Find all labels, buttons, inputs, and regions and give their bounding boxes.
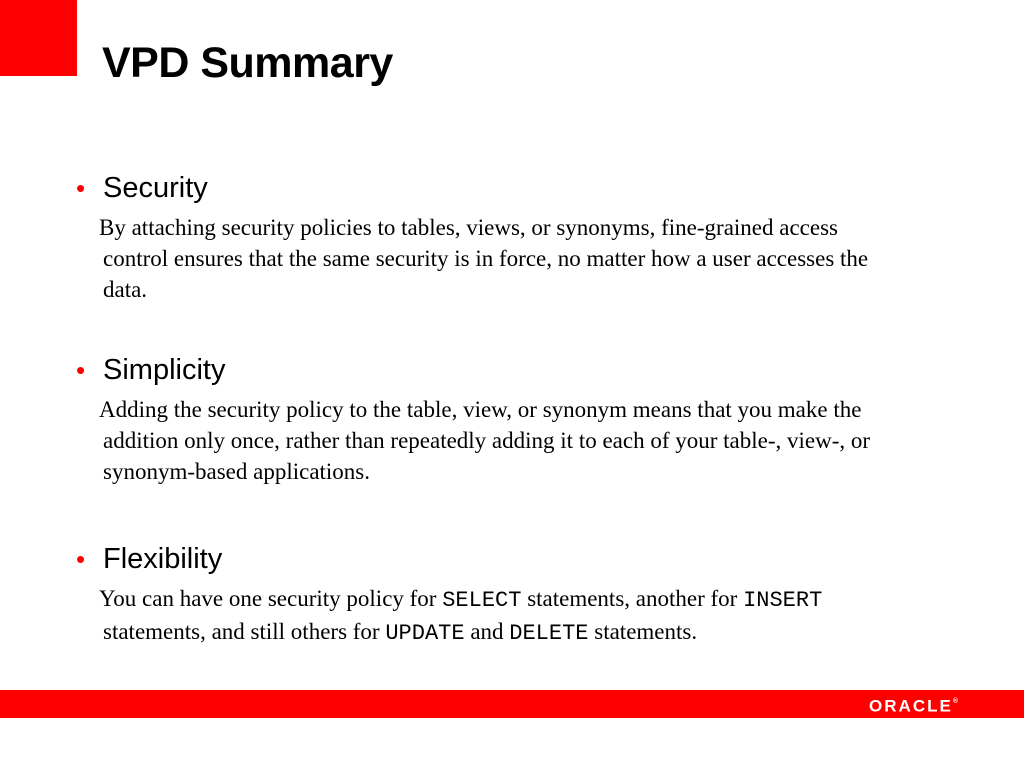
code-keyword-update: UPDATE xyxy=(385,621,465,646)
bullet-body-text: Adding the security policy to the table, view, or synonym means that you make the addition only once, rather than repeatedly adding it to each of your table-, view-, or synonym-based applications. xyxy=(99,397,871,484)
logo-text: ORACLE xyxy=(869,696,953,716)
bullet-body-text xyxy=(99,583,903,649)
bullet-heading-row xyxy=(76,352,956,388)
bullet-icon: • xyxy=(76,355,86,385)
oracle-logo xyxy=(869,693,958,718)
body-text-segment: You can have one security policy for xyxy=(99,586,443,611)
footer-band xyxy=(0,690,1024,718)
title-accent-block xyxy=(0,0,77,76)
bullet-heading: Flexibility xyxy=(103,543,223,575)
body-text-segment: statements, another for xyxy=(521,586,744,611)
code-keyword-delete: DELETE xyxy=(509,621,589,646)
bullet-body-text: By attaching security policies to tables, views, or synonyms, fine-grained access control ensures that the same security is in force, no matter how a user accesses the data. xyxy=(99,215,869,302)
bullet-section-flexibility xyxy=(76,541,956,649)
code-keyword-select: SELECT xyxy=(442,588,522,613)
bullet-icon: • xyxy=(76,173,86,203)
bullet-heading: Simplicity xyxy=(103,354,226,386)
body-text-segment: statements. xyxy=(588,619,698,644)
bullet-section-security xyxy=(76,170,956,305)
bullet-icon: • xyxy=(76,544,86,574)
bullet-heading-row xyxy=(76,170,956,206)
bullet-heading: Security xyxy=(103,172,208,204)
bullet-section-simplicity xyxy=(76,352,956,487)
body-text-segment: statements, and still others for xyxy=(103,619,386,644)
slide-title: VPD Summary xyxy=(102,39,393,87)
body-text-segment: and xyxy=(464,619,510,644)
registered-mark: ® xyxy=(952,698,958,705)
code-keyword-insert: INSERT xyxy=(743,588,823,613)
bullet-heading-row xyxy=(76,541,956,577)
